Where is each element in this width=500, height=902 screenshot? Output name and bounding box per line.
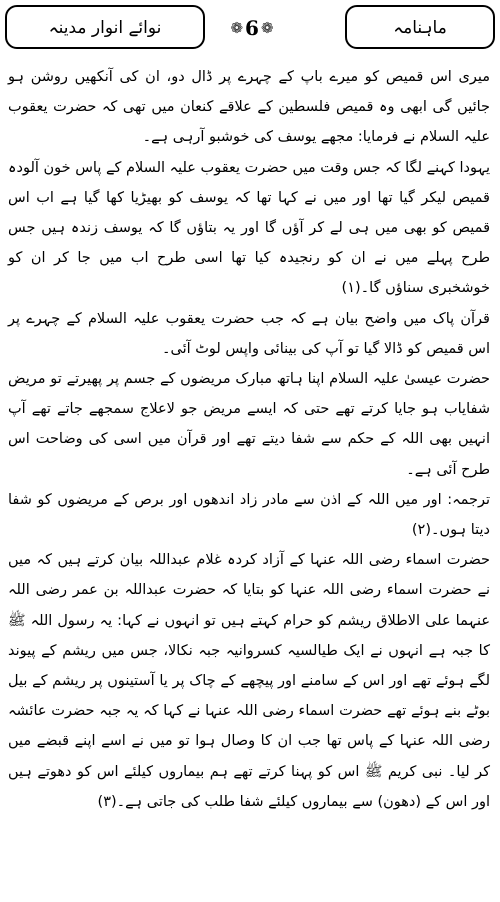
paragraph: ترجمہ: اور میں اللہ کے اذن سے مادر زاد اندھوں اور برص کے مریضوں کو شفا دیتا ہوں۔(۲) <box>8 491 490 539</box>
page-number-block <box>208 9 296 47</box>
article-body <box>8 62 490 817</box>
paragraph: حضرت اسماء رضی اللہ عنہا کے آزاد کردہ غلام عبداللہ بیان کرتے ہیں کہ میں نے حضرت اسماء رضی اللہ عنہا کو بتایا کہ حضرت عبداللہ بن عمر رضی اللہ عنہما علی الاطلاق ریشم کو حرام کہتے ہیں تو انہوں نے کہا: یہ رسول اللہ ﷺ کا جبہ ہے انہوں نے ایک طیالسیہ کسروانیہ جبہ نکالا، جس میں ریشم کے پیوند لگے ہوئے تھے اور اس کے سامنے اور پیچھے کے چاک پر یا آستینوں پر ریشم کے بیل بوٹے بنے ہوئے تھے حضرت اسماء رضی اللہ عنہا نے کہا کہ یہ جبہ حضرت عائشہ رضی اللہ عنہا کے پاس تھا جب ان کا وصال ہوا تو میں نے اسے اپنے قبضے میں کر لیا۔ نبی کریم ﷺ اس کو پہنا کرتے تھے ہم بیماروں کیلئے اس کو دھوتے ہیں اور اس کے (دھون) سے بیماروں کیلئے شفا طلب کی جاتی ہے۔(۳) <box>8 552 490 810</box>
paragraph: حضرت عیسیٰ علیہ السلام اپنا ہاتھ مبارک مریضوں کے جسم پر پھیرتے تو مریض شفایاب ہو جایا کرتے تھے حتی کہ ایسے مریض جو لاعلاج سمجھے جاتے تھے آپ انہیں بھی اللہ کے حکم سے شفا دیتے تھے اور قرآن میں اسی کی وضاحت اس طرح آئی ہے۔ <box>8 371 490 478</box>
paragraph: یہودا کہنے لگا کہ جس وقت میں حضرت یعقوب علیہ السلام کے پاس خون آلودہ قمیص لیکر گیا تھا اور میں نے کہا تھا کہ یوسف کو بھیڑیا کھا گیا ہے اب اس قمیص کو بھی میں ہی لے کر آؤں گا اور یہ بتاؤں گا کہ یوسف زندہ ہیں جس طرح پہلے میں نے ان کو رنجیدہ کیا تھا اسی طرح اب میں جا کر ان کو خوشخبری سناؤں گا۔(۱) <box>8 159 490 297</box>
magazine-title-box <box>5 5 205 49</box>
paragraph: میری اس قمیص کو میرے باپ کے چہرے پر ڈال دو، ان کی آنکھیں روشن ہو جائیں گی ابھی وہ قمیص فلسطین کے علاقے کنعان میں تھی کہ حضرت یعقوب علیہ السلام نے فرمایا: مجھے یوسف کی خوشبو آرہی ہے۔ <box>8 69 490 146</box>
page-header <box>3 3 497 53</box>
magazine-label-box <box>345 5 495 49</box>
page-number: 6 <box>245 16 259 40</box>
ornament-icon: ❁ <box>230 19 244 37</box>
magazine-label: ماہنامہ <box>393 17 447 38</box>
paragraph: قرآن پاک میں واضح بیان ہے کہ جب حضرت یعقوب علیہ السلام کے چہرے پر اس قمیص کو ڈالا گیا تو آپ کی بینائی واپس لوٹ آئی۔ <box>8 310 490 357</box>
magazine-title: نوائے انوار مدینہ <box>48 17 162 38</box>
ornament-icon: ❁ <box>260 19 274 37</box>
